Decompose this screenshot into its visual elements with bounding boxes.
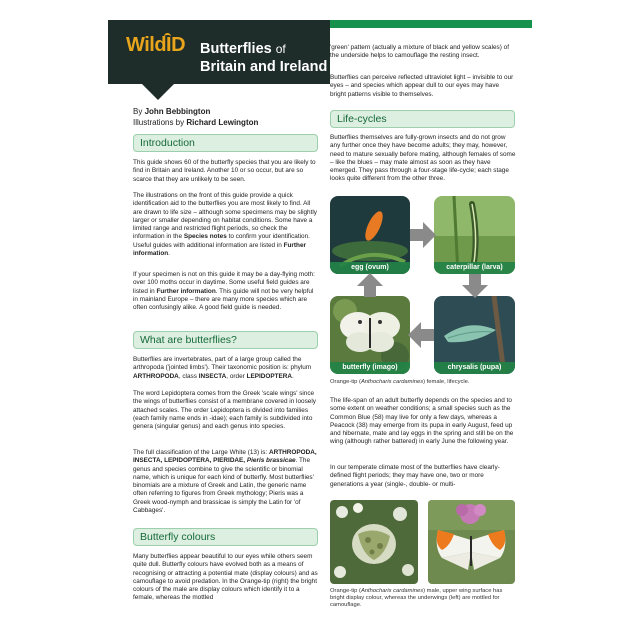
- orange-tip-upperside-photo: [428, 500, 515, 584]
- caterpillar-label: caterpillar (larva): [434, 262, 515, 274]
- title-main: Butterflies: [200, 41, 272, 57]
- illustrations-label: Illustrations by: [133, 118, 185, 127]
- arrow-down-icon: [462, 274, 488, 298]
- what-paragraph-3: The full classification of the Large White (13) is: ARTHROPODA, INSECTA, LEPIDOPTERA, PIERIDAE, Pieris brassicae. The genus and species combine to give the scientific or binomial name, which is unique for each kind of butterfly. Most butterflies' binomials are a mixture of Greek and Latin, the generic name often referring to figures from Greek mythology; Pieris was a Greek wood-nymph and brassicae is simply the Latin for 'of Cabbages'.: [133, 449, 317, 515]
- wildid-logo: WildID: [126, 34, 186, 56]
- what-paragraph-2: The word Lepidoptera comes from the Greek 'scale wings' since the wings of butterflies consist of a membrane covered in loosely attached scales. The order Lepidoptera is divided into families (each family name ends in -idae); each family is subdivided into genera (singular genus) and each genus into species.: [133, 390, 316, 431]
- lifecycle-caption: Orange-tip (Anthocharis cardamines) female, lifecycle.: [330, 379, 470, 385]
- title-of: of: [275, 42, 286, 56]
- intro-paragraph-3: If your specimen is not on this guide it may be a day-flying moth: over 100 moths occur in daytime. Some useful field guides are listed in Further information. This guide will not be very helpful in mainland Europe – there are many more species which are often confusingly alike. A good field guide is needed.: [133, 271, 315, 312]
- orange-tip-caption: Orange-tip (Anthocharis cardamines) male, upper wing surface has bright display colour, whereas the underwings (left) are mottled for camouflage.: [330, 588, 503, 608]
- arrow-up-icon: [357, 273, 383, 297]
- arrow-right-icon: [410, 222, 436, 248]
- logo-eye-icon: [164, 33, 171, 38]
- colours-paragraph-1: Many butterflies appear beautiful to our eyes while others seem quite dull. Butterfly colours have evolved both as a means of recognising or attracting a potential mate (display colours) and as camouflage to avoid predation. In the Orange-tip (right) the bright colours of the male are display colours which identify it to a female, whereas the mottled: [133, 553, 318, 602]
- what-paragraph-1: Butterflies are invertebrates, part of a large group called the arthropoda ('jointed limbs'). Their taxonomic position is: phylum ARTHROPODA, class INSECTA, order LEPIDOPTERA.: [133, 356, 312, 380]
- intro-paragraph-1: This guide shows 60 of the butterfly species that you are likely to find in Britain and Ireland. Another 10 or so occur, but are so scarce that they are unlikely to be seen.: [133, 159, 316, 183]
- lifecycles-paragraph-1: Butterflies themselves are fully-grown insects and do not grow any further once they have become adults; they may, however, need to mature sexually before mating, although females of some – like the blues – may mate almost as soon as they have emerged. They pass through a four-stage life-cycle; each stage looks quite different from the other three.: [330, 134, 516, 183]
- butterfly-colours-heading: Butterfly colours: [133, 528, 318, 546]
- title-sub: Britain and Ireland: [200, 59, 328, 75]
- butterfly-label: butterfly (imago): [330, 362, 410, 374]
- life-cycles-heading: Life-cycles: [330, 110, 515, 128]
- accent-bar: [330, 20, 532, 28]
- author-name: John Bebbington: [144, 107, 211, 116]
- lifecycles-paragraph-3: In our temperate climate most of the butterflies have clearly-defined flight periods; they may have one, two or more generations a year (single-, double- or multi-: [330, 464, 500, 488]
- colours-paragraph-2: 'green' pattern (actually a mixture of black and yellow scales) of the underside helps to camouflage the resting insect.: [330, 44, 509, 60]
- chrysalis-photo: [434, 296, 515, 374]
- page-title: [200, 40, 327, 76]
- brand-header-notch: [142, 84, 174, 100]
- arrow-left-icon: [408, 322, 434, 348]
- illustrator-name: Richard Lewington: [186, 118, 259, 127]
- butterfly-photo: [330, 296, 410, 374]
- colours-paragraph-3: Butterflies can perceive reflected ultraviolet light – invisible to our eyes – and species which appear dull to our eyes may have bright patterns visible to themselves.: [330, 74, 514, 98]
- what-are-butterflies-heading: What are butterflies?: [133, 331, 318, 349]
- caterpillar-photo: [434, 196, 515, 274]
- credits: [133, 106, 258, 128]
- egg-photo: [330, 196, 410, 274]
- introduction-heading: Introduction: [133, 134, 318, 152]
- orange-tip-underside-photo: [330, 500, 418, 584]
- chrysalis-label: chrysalis (pupa): [434, 362, 515, 374]
- egg-label: egg (ovum): [330, 262, 410, 274]
- lifecycles-paragraph-2: The life-span of an adult butterfly depends on the species and to some extent on weather conditions; a small species such as the Common Blue (58) may live for only a few days, whereas a Peacock (38) may emerge from its pupa in early August, feed up and hibernate, mate and lay eggs in the spring and still be on the wing (although rather battered) in early June the following year.: [330, 397, 514, 446]
- by-label: By: [133, 107, 143, 116]
- intro-paragraph-2: The illustrations on the front of this guide provide a quick identification aid to the butterflies you are most likely to find. All are drawn to life size – although some specimens may be slightly larger or smaller depending on habitat conditions. Some have a limited range and restricted flight periods, so check the information in the Species notes to confirm your identification. Useful guides with additional information are listed in Further information.: [133, 192, 317, 258]
